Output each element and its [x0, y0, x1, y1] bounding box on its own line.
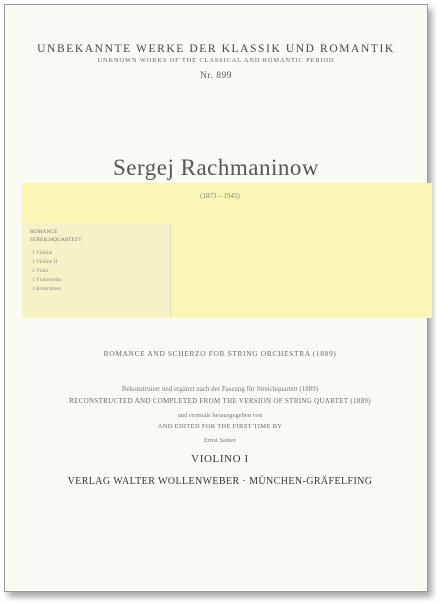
composer-name: Sergej Rachmaninow: [113, 155, 319, 180]
publisher-line: VERLAG WALTER WOLLENWEBER · MÜNCHEN-GRÄFELFING: [67, 476, 373, 487]
series-subtitle: UNKNOWN WORKS OF THE CLASSICAL AND ROMANTIC PERIOD: [97, 57, 335, 64]
list-item: 1 Kontrabass: [32, 286, 61, 292]
series-number: Nr. 899: [200, 71, 232, 81]
part-name: VIOLINO I: [191, 453, 249, 465]
list-item: 2 Viola: [32, 268, 48, 274]
instrument-list: [32, 249, 62, 294]
editor-name: Ernst Sauter: [204, 437, 236, 444]
list-item: 1 Violine II: [32, 259, 58, 265]
series-title: UNBEKANNTE WERKE DER KLASSIK UND ROMANTIK: [37, 43, 395, 55]
edited-note-en: AND EDITED FOR THE FIRST TIME BY: [157, 423, 283, 430]
label-subtitle: STREICHQUARTETT: [30, 237, 82, 243]
reconstruction-note-de: Rekonstruiert und ergänzt nach der Fassung für Streichquartett (1889): [121, 385, 319, 393]
edited-note-de: und erstmals herausgegeben von: [177, 412, 263, 419]
list-item: 1 Violoncello: [32, 277, 62, 283]
label-title: ROMANCE: [30, 229, 58, 235]
work-title: ROMANCE AND SCHERZO FOR STRING ORCHESTRA (1889): [103, 349, 337, 358]
instrumentation-label: [22, 223, 171, 317]
composer-dates: (1873 – 1943): [200, 192, 240, 200]
reconstruction-note-en: RECONSTRUCTED AND COMPLETED FROM THE VERSION OF STRING QUARTET (1889): [69, 397, 371, 405]
list-item: 1 Violine: [32, 250, 53, 256]
